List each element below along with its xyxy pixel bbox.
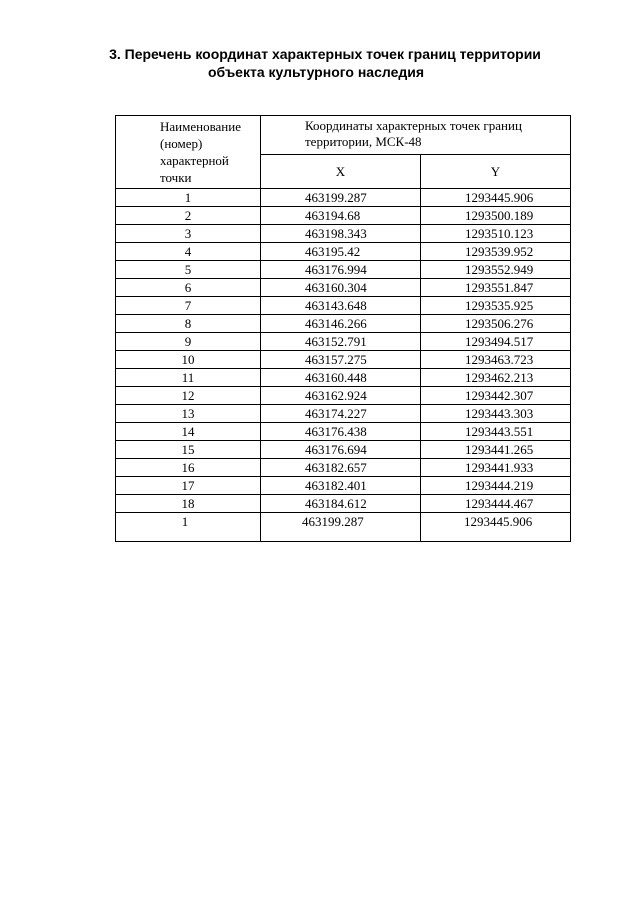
table-row xyxy=(116,423,571,441)
coordinate-y: 1293463.723 xyxy=(421,351,571,369)
coordinate-y: 1293443.303 xyxy=(421,405,571,423)
coordinate-y: 1293443.551 xyxy=(421,423,571,441)
point-number: 1 xyxy=(116,513,261,542)
coordinate-x: 463182.657 xyxy=(261,459,421,477)
table-row xyxy=(116,477,571,495)
coordinate-y: 1293552.949 xyxy=(421,261,571,279)
point-number: 18 xyxy=(116,495,261,513)
point-number: 11 xyxy=(116,369,261,387)
point-number: 10 xyxy=(116,351,261,369)
table-row xyxy=(116,279,571,297)
coordinate-y: 1293445.906 xyxy=(421,513,571,542)
table-row xyxy=(116,459,571,477)
table-row xyxy=(116,243,571,261)
coordinate-x: 463174.227 xyxy=(261,405,421,423)
table-row xyxy=(116,333,571,351)
coordinate-y: 1293510.123 xyxy=(421,225,571,243)
table-row xyxy=(116,387,571,405)
table-row xyxy=(116,315,571,333)
document-title-line-2: объекта культурного наследия xyxy=(207,64,425,80)
coordinate-x: 463160.304 xyxy=(261,279,421,297)
point-number: 7 xyxy=(116,297,261,315)
coordinate-y: 1293551.847 xyxy=(421,279,571,297)
point-number: 13 xyxy=(116,405,261,423)
coordinate-y: 1293441.265 xyxy=(421,441,571,459)
coordinate-y: 1293462.213 xyxy=(421,369,571,387)
coordinate-y: 1293494.517 xyxy=(421,333,571,351)
table-row xyxy=(116,225,571,243)
point-number: 2 xyxy=(116,207,261,225)
point-number: 6 xyxy=(116,279,261,297)
table-row-closing xyxy=(116,513,571,542)
coordinate-x: 463157.275 xyxy=(261,351,421,369)
table-row xyxy=(116,297,571,315)
coordinate-x: 463194.68 xyxy=(261,207,421,225)
coordinate-x: 463143.648 xyxy=(261,297,421,315)
point-number: 16 xyxy=(116,459,261,477)
coordinate-y: 1293535.925 xyxy=(421,297,571,315)
table-row xyxy=(116,189,571,207)
coordinate-x: 463199.287 xyxy=(261,513,421,542)
point-number: 9 xyxy=(116,333,261,351)
point-number: 8 xyxy=(116,315,261,333)
point-number: 12 xyxy=(116,387,261,405)
table-row xyxy=(116,441,571,459)
column-header-point-name: Наименование (номер) характерной точки xyxy=(116,116,261,189)
table-body xyxy=(116,189,571,542)
point-number: 14 xyxy=(116,423,261,441)
point-number: 5 xyxy=(116,261,261,279)
coordinate-y: 1293444.219 xyxy=(421,477,571,495)
coordinate-x: 463146.266 xyxy=(261,315,421,333)
coordinate-x: 463152.791 xyxy=(261,333,421,351)
point-number: 3 xyxy=(116,225,261,243)
column-header-y: Y xyxy=(421,155,571,189)
point-number: 15 xyxy=(116,441,261,459)
table-row xyxy=(116,369,571,387)
table-row xyxy=(116,495,571,513)
column-header-x: X xyxy=(261,155,421,189)
coordinate-y: 1293506.276 xyxy=(421,315,571,333)
coordinate-x: 463198.343 xyxy=(261,225,421,243)
coordinate-x: 463176.994 xyxy=(261,261,421,279)
coordinate-x: 463199.287 xyxy=(261,189,421,207)
coordinate-y: 1293442.307 xyxy=(421,387,571,405)
column-header-coordinates: Координаты характерных точек границ территории, МСК-48 xyxy=(261,116,571,155)
table-row xyxy=(116,261,571,279)
document-title-line-1: 3. Перечень координат характерных точек границ территории xyxy=(109,46,541,62)
document-title xyxy=(0,45,640,81)
coordinate-x: 463162.924 xyxy=(261,387,421,405)
coordinate-y: 1293441.933 xyxy=(421,459,571,477)
coordinates-table xyxy=(115,115,571,542)
point-number: 17 xyxy=(116,477,261,495)
point-number: 4 xyxy=(116,243,261,261)
coordinate-y: 1293444.467 xyxy=(421,495,571,513)
coordinate-x: 463182.401 xyxy=(261,477,421,495)
coordinate-x: 463195.42 xyxy=(261,243,421,261)
coordinate-y: 1293500.189 xyxy=(421,207,571,225)
coordinate-x: 463160.448 xyxy=(261,369,421,387)
table-row xyxy=(116,405,571,423)
table-row xyxy=(116,207,571,225)
coordinate-y: 1293445.906 xyxy=(421,189,571,207)
point-number: 1 xyxy=(116,189,261,207)
coordinate-x: 463176.438 xyxy=(261,423,421,441)
coordinate-x: 463176.694 xyxy=(261,441,421,459)
coordinate-y: 1293539.952 xyxy=(421,243,571,261)
coordinate-x: 463184.612 xyxy=(261,495,421,513)
table-row xyxy=(116,351,571,369)
